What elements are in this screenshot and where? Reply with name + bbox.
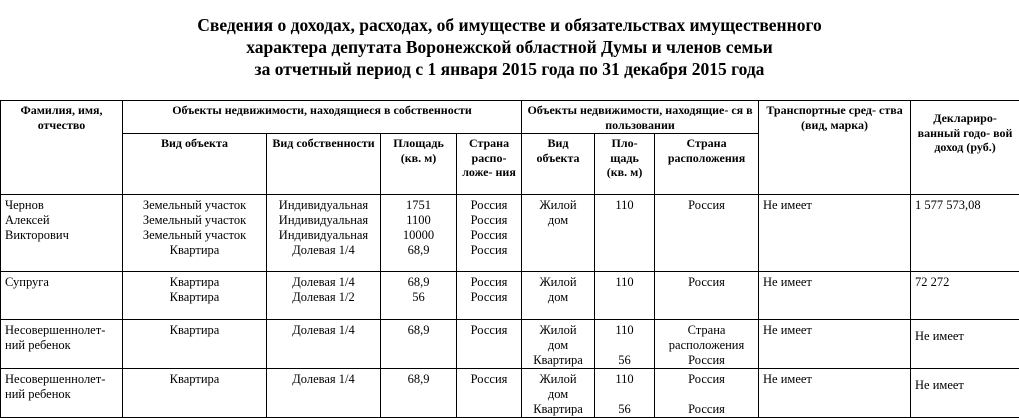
- cell-transport: [759, 369, 911, 418]
- cell-owned-ownership-line: Долевая 1/4: [271, 372, 376, 387]
- cell-owned-ownership-line: Индивидуальная: [271, 198, 376, 213]
- cell-used-type-line: дом: [526, 387, 590, 402]
- cell-owned-country-line: Россия: [461, 213, 517, 228]
- cell-income: [911, 320, 1019, 369]
- cell-used-area-line: [599, 387, 650, 402]
- cell-name: [1, 272, 123, 320]
- cell-used-area: [595, 195, 655, 272]
- cell-transport-text: Не имеет: [763, 275, 906, 290]
- cell-owned-ownership: [267, 320, 381, 369]
- cell-used-country: [655, 272, 759, 320]
- cell-used-area: [595, 369, 655, 418]
- cell-used-type-line: Жилой: [526, 323, 590, 338]
- header-used-area: Пло- щадь (кв. м): [595, 134, 655, 195]
- cell-used-area-line: 56: [599, 353, 650, 368]
- income-property-table: [0, 100, 1019, 418]
- cell-used-country-line: Страна: [659, 323, 754, 338]
- cell-owned-type: [123, 195, 267, 272]
- cell-owned-area: [381, 195, 457, 272]
- cell-owned-type-line: Квартира: [127, 275, 262, 290]
- cell-owned-ownership-line: Долевая 1/4: [271, 275, 376, 290]
- cell-transport-text: Не имеет: [763, 323, 906, 338]
- header-name: Фамилия, имя, отчество: [1, 101, 123, 195]
- title-line-1: Сведения о доходах, расходах, об имуществе и обязательствах имущественного: [0, 14, 1019, 36]
- header-owned-country: Страна распо- ложе- ния: [457, 134, 522, 195]
- cell-transport-text: Не имеет: [763, 198, 906, 213]
- cell-owned-country-line: Россия: [461, 290, 517, 305]
- cell-owned-area-line: 1751: [385, 198, 452, 213]
- cell-transport: [759, 320, 911, 369]
- cell-used-area-line: 110: [599, 275, 650, 290]
- cell-used-country-line: Россия: [659, 353, 754, 368]
- cell-used-area-line: 110: [599, 372, 650, 387]
- cell-used-type: [522, 369, 595, 418]
- cell-owned-country: [457, 320, 522, 369]
- table-row: [1, 272, 1019, 320]
- cell-owned-type-line: Квартира: [127, 323, 262, 338]
- cell-used-country-line: Россия: [659, 402, 754, 417]
- cell-owned-area-line: 68,9: [385, 275, 452, 290]
- cell-owned-type-line: Земельный участок: [127, 228, 262, 243]
- header-owned-ownership: Вид собственности: [267, 134, 381, 195]
- cell-owned-type-line: Квартира: [127, 290, 262, 305]
- header-used-type: Вид объекта: [522, 134, 595, 195]
- cell-used-area-line: 56: [599, 402, 650, 417]
- document-title: [0, 14, 1019, 80]
- cell-income-text: 1 577 573,08: [915, 198, 1015, 213]
- cell-owned-country-line: Россия: [461, 243, 517, 258]
- cell-used-area-line: 110: [599, 323, 650, 338]
- cell-income-text: 72 272: [915, 275, 1015, 290]
- cell-owned-country-line: Россия: [461, 228, 517, 243]
- cell-owned-type-line: Квартира: [127, 243, 262, 258]
- cell-name-line: Несовершеннолет-: [5, 372, 118, 387]
- cell-used-country-line: расположения: [659, 338, 754, 353]
- cell-income-text: Не имеет: [915, 323, 1015, 344]
- table-body: [1, 195, 1019, 418]
- cell-owned-ownership-line: Долевая 1/4: [271, 243, 376, 258]
- cell-used-area-line: 110: [599, 198, 650, 213]
- cell-used-type: [522, 320, 595, 369]
- cell-used-type-line: дом: [526, 290, 590, 305]
- cell-name-line: Викторович: [5, 228, 118, 243]
- cell-transport: [759, 195, 911, 272]
- header-owned-area: Площадь (кв. м): [381, 134, 457, 195]
- cell-used-type-line: Жилой: [526, 198, 590, 213]
- cell-income-text: Не имеет: [915, 372, 1015, 393]
- cell-owned-area: [381, 320, 457, 369]
- cell-owned-area: [381, 369, 457, 418]
- cell-used-country-line: Россия: [659, 275, 754, 290]
- cell-owned-type-line: Земельный участок: [127, 198, 262, 213]
- cell-used-type-line: Квартира: [526, 353, 590, 368]
- cell-owned-area-line: 56: [385, 290, 452, 305]
- cell-used-area: [595, 320, 655, 369]
- cell-used-country: [655, 320, 759, 369]
- cell-owned-ownership: [267, 272, 381, 320]
- cell-transport: [759, 272, 911, 320]
- cell-used-type-line: дом: [526, 213, 590, 228]
- cell-owned-type-line: Земельный участок: [127, 213, 262, 228]
- cell-income: [911, 272, 1019, 320]
- cell-used-type-line: Жилой: [526, 372, 590, 387]
- cell-name: [1, 195, 123, 272]
- cell-owned-country: [457, 369, 522, 418]
- cell-owned-ownership-line: Индивидуальная: [271, 228, 376, 243]
- cell-used-area: [595, 272, 655, 320]
- header-used-country: Страна расположения: [655, 134, 759, 195]
- cell-name-line: Несовершеннолет-: [5, 323, 118, 338]
- title-line-3: за отчетный период с 1 января 2015 года по 31 декабря 2015 года: [0, 58, 1019, 80]
- cell-name-line: Супруга: [5, 275, 118, 290]
- header-owned-type: Вид объекта: [123, 134, 267, 195]
- cell-owned-ownership-line: Индивидуальная: [271, 213, 376, 228]
- cell-owned-country-line: Россия: [461, 198, 517, 213]
- cell-income: [911, 369, 1019, 418]
- cell-name: [1, 369, 123, 418]
- table-row: [1, 195, 1019, 272]
- cell-name-line: ний ребенок: [5, 387, 118, 402]
- cell-owned-ownership-line: Долевая 1/4: [271, 323, 376, 338]
- cell-owned-area-line: 10000: [385, 228, 452, 243]
- cell-used-country: [655, 195, 759, 272]
- cell-income: [911, 195, 1019, 272]
- cell-transport-text: Не имеет: [763, 372, 906, 387]
- cell-owned-ownership: [267, 369, 381, 418]
- cell-owned-area-line: 1100: [385, 213, 452, 228]
- header-owned-group: Объекты недвижимости, находящиеся в собственности: [123, 101, 522, 134]
- cell-owned-area-line: 68,9: [385, 372, 452, 387]
- cell-used-country-line: Россия: [659, 198, 754, 213]
- cell-used-type-line: дом: [526, 338, 590, 353]
- cell-owned-country: [457, 272, 522, 320]
- cell-owned-area-line: 68,9: [385, 243, 452, 258]
- cell-owned-ownership-line: Долевая 1/2: [271, 290, 376, 305]
- cell-owned-type: [123, 272, 267, 320]
- title-line-2: характера депутата Воронежской областной Думы и членов семьи: [0, 36, 1019, 58]
- cell-owned-area-line: 68,9: [385, 323, 452, 338]
- header-income: Деклариро- ванный годо- вой доход (руб.): [911, 101, 1019, 195]
- table-row: [1, 320, 1019, 369]
- cell-owned-ownership: [267, 195, 381, 272]
- cell-owned-type-line: Квартира: [127, 372, 262, 387]
- cell-used-area-line: [599, 338, 650, 353]
- cell-owned-area: [381, 272, 457, 320]
- cell-used-type: [522, 195, 595, 272]
- cell-owned-type: [123, 369, 267, 418]
- header-used-group: Объекты недвижимости, находящие- ся в пользовании: [522, 101, 759, 134]
- cell-name: [1, 320, 123, 369]
- cell-used-country-line: [659, 387, 754, 402]
- cell-owned-country-line: Россия: [461, 372, 517, 387]
- cell-used-type: [522, 272, 595, 320]
- cell-used-country-line: Россия: [659, 372, 754, 387]
- cell-owned-country-line: Россия: [461, 275, 517, 290]
- cell-name-line: Чернов: [5, 198, 118, 213]
- cell-used-type-line: Жилой: [526, 275, 590, 290]
- cell-name-line: ний ребенок: [5, 338, 118, 353]
- cell-owned-country-line: Россия: [461, 323, 517, 338]
- cell-used-country: [655, 369, 759, 418]
- cell-owned-country: [457, 195, 522, 272]
- cell-name-line: Алексей: [5, 213, 118, 228]
- table-row: [1, 369, 1019, 418]
- cell-owned-type: [123, 320, 267, 369]
- header-transport: Транспортные сред- ства (вид, марка): [759, 101, 911, 195]
- cell-used-type-line: Квартира: [526, 402, 590, 417]
